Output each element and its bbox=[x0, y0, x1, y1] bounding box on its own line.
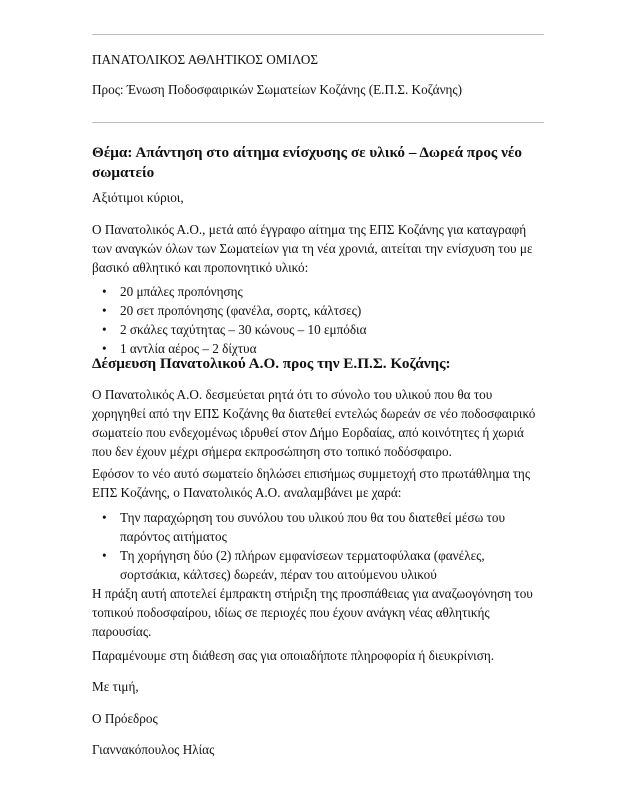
header-divider bbox=[92, 122, 544, 123]
top-divider bbox=[92, 34, 544, 35]
list-item: • 2 σκάλες ταχύτητας – 30 κώνους – 10 εμπόδια bbox=[92, 320, 542, 339]
commitment-heading: Δέσμευση Πανατολικού Α.Ο. προς την Ε.Π.Σ. Κοζάνης: bbox=[92, 355, 451, 372]
list-item: • 1 αντλία αέρος – 2 δίχτυα bbox=[92, 339, 542, 358]
requested-items-list bbox=[92, 282, 542, 358]
signoff-role: Ο Πρόεδρος bbox=[92, 711, 158, 726]
conditional-paragraph: Εφόσον το νέο αυτό σωματείο δηλώσει επισήμως συμμετοχή στο πρωτάθλημα της ΕΠΣ Κοζάνης, ο Πανατολικός Α.Ο. αναλαμβάνει με χαρά: bbox=[92, 466, 531, 500]
signoff-name: Γιαννακόπουλος Ηλίας bbox=[92, 742, 215, 757]
availability-paragraph: Παραμένουμε στη διάθεση σας για οποιαδήποτε πληροφορία ή διευκρίνιση. bbox=[92, 648, 495, 663]
organization-name: ΠΑΝΑΤΟΛΙΚΟΣ ΑΘΛΗΤΙΚΟΣ ΟΜΙΛΟΣ bbox=[92, 52, 319, 67]
list-item: • 20 σετ προπόνησης (φανέλα, σορτς, κάλτσες) bbox=[92, 301, 542, 320]
signoff-greeting: Με τιμή, bbox=[92, 679, 139, 694]
undertakings-list bbox=[92, 508, 512, 584]
intro-paragraph: Ο Πανατολικός Α.Ο., μετά από έγγραφο αίτημα της ΕΠΣ Κοζάνης για καταγραφή των αναγκών όλων των Σωματείων για τη νέα χρονιά, αιτείται την ενίσχυση του με βασικό αθλητικό και προπονητικό υλικό: bbox=[92, 222, 533, 275]
subject-heading: Θέμα: Απάντηση στο αίτημα ενίσχυσης σε υλικό – Δωρεά προς νέο σωματείο bbox=[92, 144, 523, 181]
closing-paragraph: Η πράξη αυτή αποτελεί έμπρακτη στήριξη της προσπάθειας για αναζωογόνηση του τοπικού ποδοσφαίρου, ιδίως σε περιοχές που έχουν ανάγκη νέας αθλητικής παρουσίας. bbox=[92, 586, 533, 639]
recipient-line: Προς: Ένωση Ποδοσφαιρικών Σωματείων Κοζάνης (Ε.Π.Σ. Κοζάνης) bbox=[92, 82, 463, 97]
commitment-paragraph: Ο Πανατολικός Α.Ο. δεσμεύεται ρητά ότι το σύνολο του υλικού που θα του χορηγηθεί από την ΕΠΣ Κοζάνης θα διατεθεί εντελώς δωρεάν σε νέο ποδοσφαιρικό σωματείο που ενδεχομένως ιδρυθεί στον Δήμο Εορδαίας, από κοινότητες ή χωριά που δεν έχουν μέχρι σήμερα εκπροσώπηση στο τοπικό ποδόσφαιρο. bbox=[92, 387, 536, 459]
salutation: Αξιότιμοι κύριοι, bbox=[92, 190, 184, 205]
list-item: • Τη χορήγηση δύο (2) πλήρων εμφανίσεων τερματοφύλακα (φανέλες, σορτσάκια, κάλτσες) δωρεάν, πέραν του αιτούμενου υλικού bbox=[92, 546, 512, 584]
list-item: • 20 μπάλες προπόνησης bbox=[92, 282, 542, 301]
list-item: • Την παραχώρηση του συνόλου του υλικού που θα του διατεθεί μέσω του παρόντος αιτήματος bbox=[92, 508, 512, 546]
